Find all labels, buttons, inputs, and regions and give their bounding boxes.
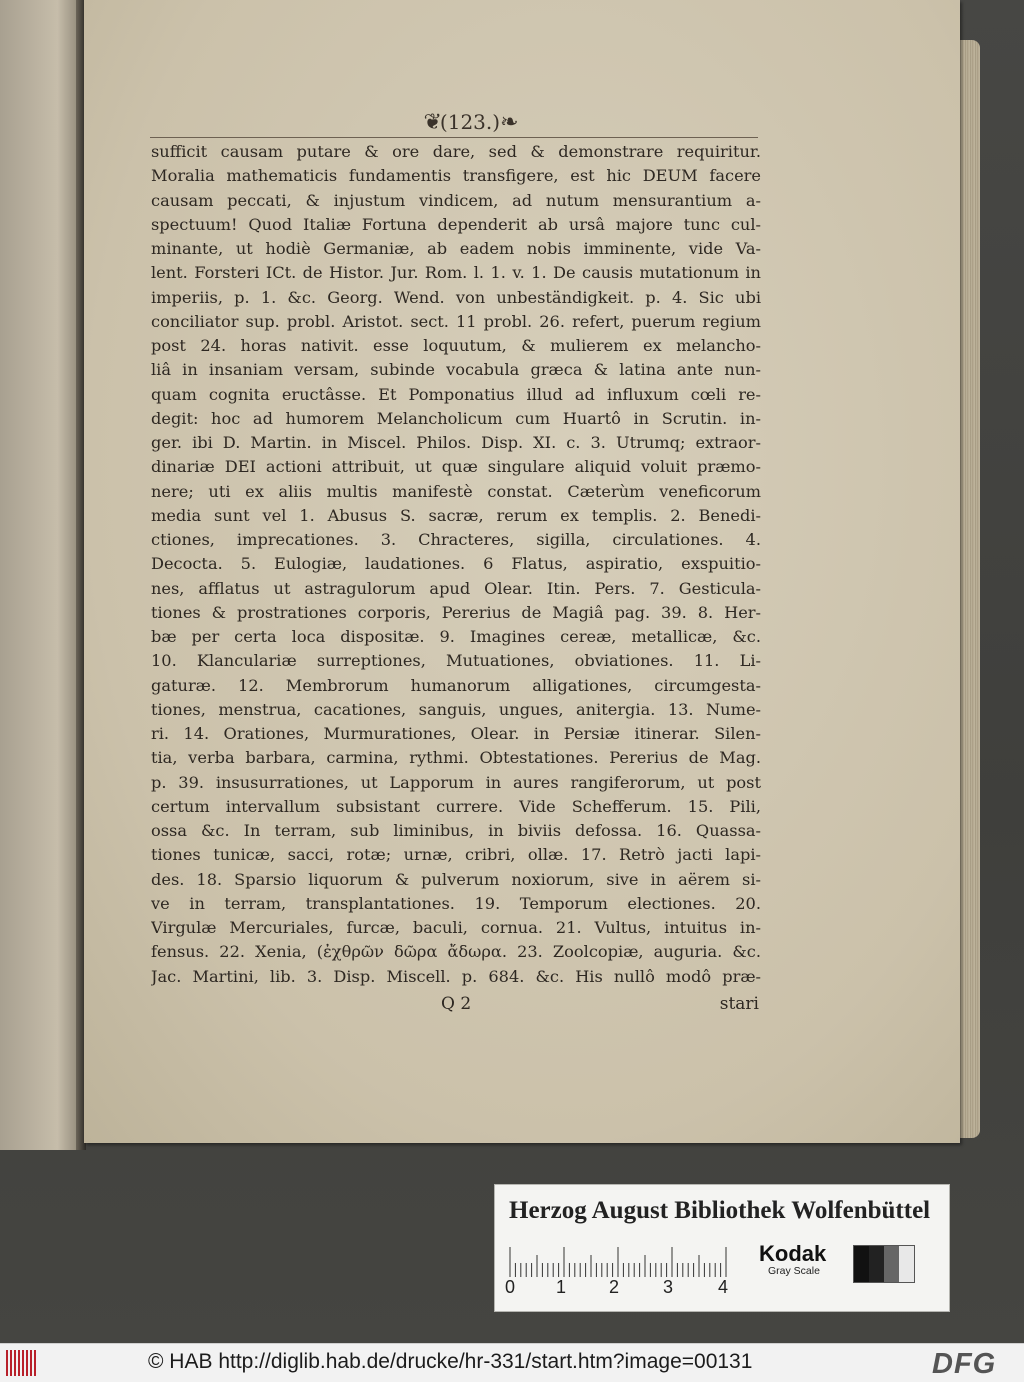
text-line: certum intervallum subsistant currere. Vide Schefferum. 15. Pili, (151, 796, 761, 816)
text-line: ri. 14. Orationes, Murmurationes, Olear. in Persiæ itinerar. Silen- (151, 724, 761, 743)
ruler-number: 3 (663, 1277, 674, 1297)
gray-scale-patches (853, 1245, 915, 1283)
text-line: 10. Klanculariæ surreptiones, Mutuationes, obviationes. 11. Li- (151, 651, 761, 671)
text-line: tiones & prostrationes corporis, Pererius de Magiâ pag. 39. 8. Her- (151, 602, 761, 622)
text-line: Moralia mathematicis fundamentis transfigere, est hic DEUM facere (151, 166, 761, 186)
text-line: tiones, menstrua, cacationes, sanguis, ungues, anitergia. 13. Nume- (151, 699, 761, 719)
copyright-link[interactable]: © HAB http://diglib.hab.de/drucke/hr-331/start.htm?image=00131 (148, 1350, 753, 1373)
signature-mark: Q 2 (441, 994, 472, 1014)
text-line: nes, afflatus ut astragulorum apud Olear. Itin. Pers. 7. Gesticula- (151, 578, 761, 598)
dfg-logo: DFG (932, 1348, 997, 1380)
text-line: post 24. horas nativit. esse loquutum, & mulierem ex melancho- (151, 336, 761, 355)
text-line: des. 18. Sparsio liquorum & pulverum noxiorum, sive in aërem si- (151, 869, 761, 889)
text-line: causam peccati, & injustum vindicem, ad nutum mensurantium a- (151, 190, 761, 210)
barcode-icon (6, 1350, 40, 1376)
text-line: Virgulæ Mercuriales, furcæ, baculi, cornua. 21. Vultus, intuitus in- (151, 918, 761, 937)
left-ornament-icon: ❦ (423, 109, 440, 135)
page-foot (151, 994, 761, 1020)
ruler-number: 0 (505, 1277, 516, 1297)
text-line: imperiis, p. 1. &c. Georg. Wend. von unbeständigkeit. p. 4. Sic ubi (151, 287, 761, 307)
text-line: Decocta. 5. Eulogiæ, laudationes. 6 Flatus, aspiratio, exspuitio- (151, 554, 761, 574)
text-line: sufficit causam putare & ore dare, sed & demonstrare requiritur. (151, 142, 761, 161)
text-line: conciliator sup. probl. Aristot. sect. 11 probl. 26. refert, puerum regium (151, 311, 761, 331)
text-line: ossa &c. In terram, sub liminibus, in biviis defossa. 16. Quassa- (151, 821, 761, 840)
running-head (360, 106, 580, 138)
text-line: liâ in insaniam versam, subinde vocabula græca & latina ante nun- (151, 360, 761, 380)
text-line: Jac. Martini, lib. 3. Disp. Miscell. p. 684. &c. His nullô modô præ- (151, 966, 761, 986)
ruler-number: 4 (718, 1277, 729, 1297)
text-line: p. 39. insusurrationes, ut Lapporum in aures rangiferorum, ut post (151, 772, 761, 792)
text-line: tia, verba barbara, carmina, rythmi. Obtestationes. Pererius de Mag. (151, 748, 761, 768)
text-line: fensus. 22. Xenia, (ἐχθρῶν δῶρα ἄδωρα. 23. Zoolcopiæ, auguria. &c. (151, 942, 761, 962)
ruler-number: 2 (609, 1277, 620, 1297)
text-line: media sunt vel 1. Abusus S. sacræ, rerum ex templis. 2. Benedi- (151, 505, 761, 525)
text-line: ger. ibi D. Martin. in Miscel. Philos. Disp. XI. c. 3. Utrumq; extraor- (151, 433, 761, 452)
text-line: spectuum! Quod Italiæ Fortuna dependerit ab ursâ majore tunc cul- (151, 214, 761, 234)
text-line: degit: hoc ad humorem Melancholicum cum Huartô in Scrutin. in- (151, 408, 761, 428)
text-line: bæ per certa loca dispositæ. 9. Imagines cereæ, metallicæ, &c. (151, 627, 761, 646)
text-line: quam cognita eructâsse. Et Pomponatius illud ad influxum cœli re- (151, 384, 761, 404)
text-line: gaturæ. 12. Membrorum humanorum alligationes, circumgesta- (151, 675, 761, 695)
text-line: lent. Forsteri ICt. de Histor. Jur. Rom. l. 1. v. 1. De causis mutationum in (151, 263, 761, 283)
catchword: stari (719, 994, 759, 1014)
library-label (494, 1184, 950, 1312)
library-name: Herzog August Bibliothek Wolfenbüttel (509, 1197, 931, 1224)
viewer-footer (0, 1343, 1024, 1382)
text-line: dinariæ DEI actioni attribuit, ut quæ singulare aliquid voluit præmo- (151, 457, 761, 477)
body-text (151, 140, 761, 989)
text-line: ctiones, imprecationes. 3. Chracteres, sigilla, circulationes. 4. (151, 530, 761, 549)
kodak-subtitle: Gray Scale (768, 1265, 820, 1277)
text-line: ve in terram, transplantationes. 19. Temporum electiones. 20. (151, 893, 761, 913)
previous-page-edge (0, 0, 82, 1150)
right-ornament-icon: ❧ (500, 109, 517, 135)
head-rule (150, 137, 758, 138)
text-line: minante, ut hodiè Germaniæ, ab eadem nobis imminente, vide Va- (151, 239, 761, 258)
text-line: nere; uti ex aliis multis manifestè constat. Cæterùm veneficorum (151, 481, 761, 501)
page-number: (123.) (439, 110, 501, 134)
measure-ruler (509, 1247, 731, 1277)
ruler-number: 1 (556, 1277, 567, 1297)
text-line: tiones tunicæ, sacci, rotæ; urnæ, cribri, ollæ. 17. Retrò jacti lapi- (151, 845, 761, 865)
ruler-numbers (505, 1277, 737, 1301)
kodak-brand: Kodak (759, 1241, 827, 1266)
